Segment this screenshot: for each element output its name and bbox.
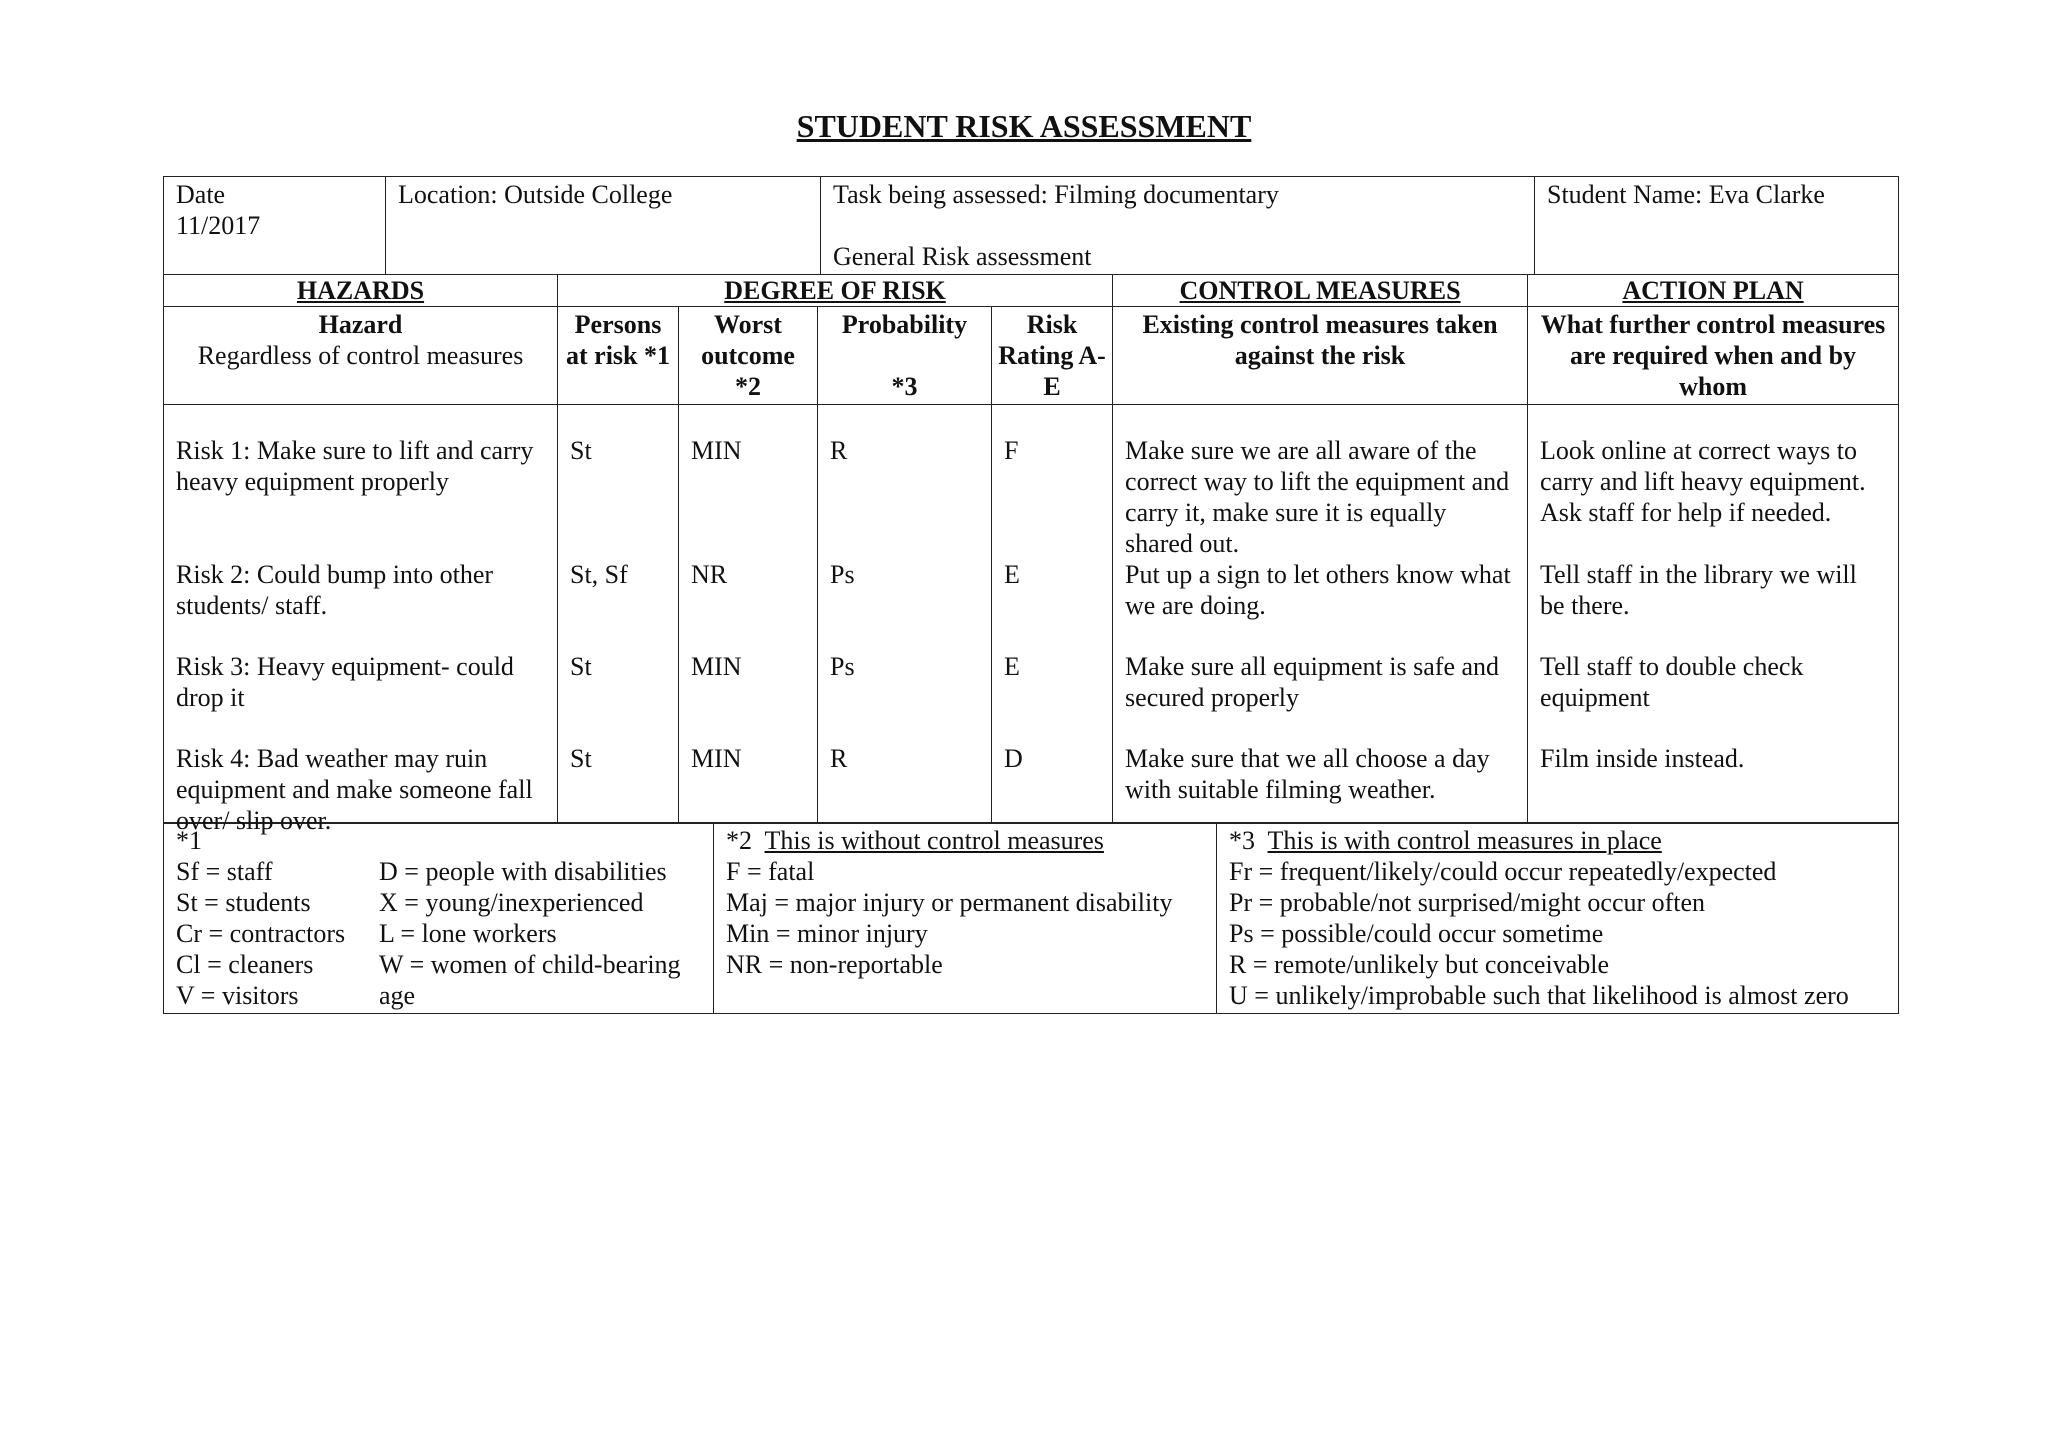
col-rating: Risk Rating A-E xyxy=(992,306,1113,404)
legend-persons-code: Sf = staff xyxy=(176,857,273,886)
risk-4-hazard: Risk 4: Bad weather may ruin equipment and make someone fall over/ slip over. xyxy=(176,743,533,835)
risk-2-worst: NR xyxy=(691,559,728,589)
risk-2-probability: Ps xyxy=(830,559,855,589)
legend-persons xyxy=(164,823,714,1014)
col-existing: Existing control measures taken against the risk xyxy=(1113,306,1528,404)
legend-outcome-item: Min = minor injury xyxy=(726,919,928,948)
location-text: Location: Outside College xyxy=(398,180,673,209)
legend-persons-title: *1 xyxy=(176,826,202,855)
legend-persons-desc: age xyxy=(379,981,416,1010)
risk-4-worst: MIN xyxy=(691,743,742,773)
col-persons: Persons at risk *1 xyxy=(558,306,679,404)
section-hazards: HAZARDS xyxy=(164,274,558,306)
risk-2-control: Put up a sign to let others know what we are doing. xyxy=(1125,559,1511,620)
header-table xyxy=(163,176,1899,275)
legend-outcome-item: Maj = major injury or permanent disability xyxy=(726,888,1173,917)
task-cell xyxy=(821,177,1535,275)
legend-persons-desc: D = people with disabilities xyxy=(379,857,667,886)
legend-prob-item: R = remote/unlikely but conceivable xyxy=(1229,950,1609,979)
risk-3-persons: St xyxy=(570,651,592,681)
risk-1-rating: F xyxy=(1004,435,1019,465)
col-further: What further control measures are required when and by whom xyxy=(1528,306,1899,404)
worst-column xyxy=(679,404,818,823)
col-worst: Worst outcome *2 xyxy=(679,306,818,404)
risk-4-persons: St xyxy=(570,743,592,773)
risk-rows xyxy=(164,404,1899,823)
risk-4-rating: D xyxy=(1004,743,1023,773)
col-hazard-title: Hazard xyxy=(318,309,403,339)
risk-1-action: Look online at correct ways to carry and lift heavy equipment. Ask staff for help if needed. xyxy=(1540,435,1866,527)
control-column xyxy=(1113,404,1528,823)
risk-table xyxy=(163,274,1899,835)
risk-2-action: Tell staff in the library we will be there. xyxy=(1540,559,1857,620)
legend-outcome xyxy=(714,823,1217,1014)
risk-assessment-form xyxy=(163,176,1898,1014)
date-value: 11/2017 xyxy=(176,211,261,240)
legend-outcome-marker: *2 xyxy=(726,826,752,855)
legend-prob-item: U = unlikely/improbable such that likelihood is almost zero xyxy=(1229,981,1849,1010)
risk-4-probability: R xyxy=(830,743,848,773)
section-action: ACTION PLAN xyxy=(1528,274,1899,306)
legend-persons-code: Cl = cleaners xyxy=(176,950,314,979)
legend-persons-desc: W = women of child-bearing xyxy=(379,950,681,979)
legend-prob-marker: *3 xyxy=(1229,826,1255,855)
section-control: CONTROL MEASURES xyxy=(1113,274,1528,306)
legend-persons-code: St = students xyxy=(176,888,311,917)
action-column xyxy=(1528,404,1899,823)
location-cell xyxy=(386,177,821,275)
legend-prob-item: Pr = probable/not surprised/might occur often xyxy=(1229,888,1706,917)
risk-1-worst: MIN xyxy=(691,435,742,465)
legend-outcome-item: NR = non-reportable xyxy=(726,950,943,979)
risk-2-hazard: Risk 2: Could bump into other students/ staff. xyxy=(176,559,494,620)
date-cell xyxy=(164,177,386,275)
risk-3-probability: Ps xyxy=(830,651,855,681)
risk-1-probability: R xyxy=(830,435,848,465)
task-text: Task being assessed: Filming documentary xyxy=(833,180,1279,209)
student-cell xyxy=(1535,177,1899,275)
risk-2-persons: St, Sf xyxy=(570,559,628,589)
col-probability-note: *3 xyxy=(891,371,918,401)
legend-persons-desc: L = lone workers xyxy=(379,919,557,948)
date-label: Date xyxy=(176,180,226,209)
risk-3-action: Tell staff to double check equipment xyxy=(1540,651,1804,712)
risk-4-action: Film inside instead. xyxy=(1540,743,1745,773)
legend-persons-code: Cr = contractors xyxy=(176,919,346,948)
hazard-column xyxy=(164,404,558,835)
risk-1-persons: St xyxy=(570,435,592,465)
legend-outcome-title: This is without control measures xyxy=(764,826,1104,855)
legend-persons-code: V = visitors xyxy=(176,981,299,1010)
legend-outcome-item: F = fatal xyxy=(726,857,815,886)
persons-column xyxy=(558,404,679,823)
risk-3-hazard: Risk 3: Heavy equipment- could drop it xyxy=(176,651,514,712)
legend-prob-item: Fr = frequent/likely/could occur repeatedly/expected xyxy=(1229,857,1777,886)
probability-column xyxy=(818,404,992,823)
student-name: Student Name: Eva Clarke xyxy=(1547,180,1825,209)
col-hazard xyxy=(164,306,558,404)
legend-table xyxy=(163,822,1899,1014)
risk-3-rating: E xyxy=(1004,651,1020,681)
legend-prob-title: This is with control measures in place xyxy=(1267,826,1662,855)
risk-3-worst: MIN xyxy=(691,651,742,681)
legend-persons-desc: X = young/inexperienced xyxy=(379,888,644,917)
risk-1-control: Make sure we are all aware of the correct way to lift the equipment and carry it, make sure it is equally shared out. xyxy=(1125,435,1510,558)
risk-3-control: Make sure all equipment is safe and secured properly xyxy=(1125,651,1500,712)
risk-4-control: Make sure that we all choose a day with suitable filming weather. xyxy=(1125,743,1490,804)
col-hazard-sub: Regardless of control measures xyxy=(197,340,524,370)
page-title: STUDENT RISK ASSESSMENT xyxy=(796,108,1252,144)
risk-1-hazard: Risk 1: Make sure to lift and carry heavy equipment properly xyxy=(176,435,534,496)
legend-prob-item: Ps = possible/could occur sometime xyxy=(1229,919,1604,948)
col-probability-title: Probability xyxy=(841,309,968,339)
section-degree: DEGREE OF RISK xyxy=(558,274,1113,306)
task-subtext: General Risk assessment xyxy=(833,242,1092,271)
col-probability xyxy=(818,306,992,404)
rating-column xyxy=(992,404,1113,823)
legend-probability xyxy=(1217,823,1899,1014)
risk-2-rating: E xyxy=(1004,559,1020,589)
